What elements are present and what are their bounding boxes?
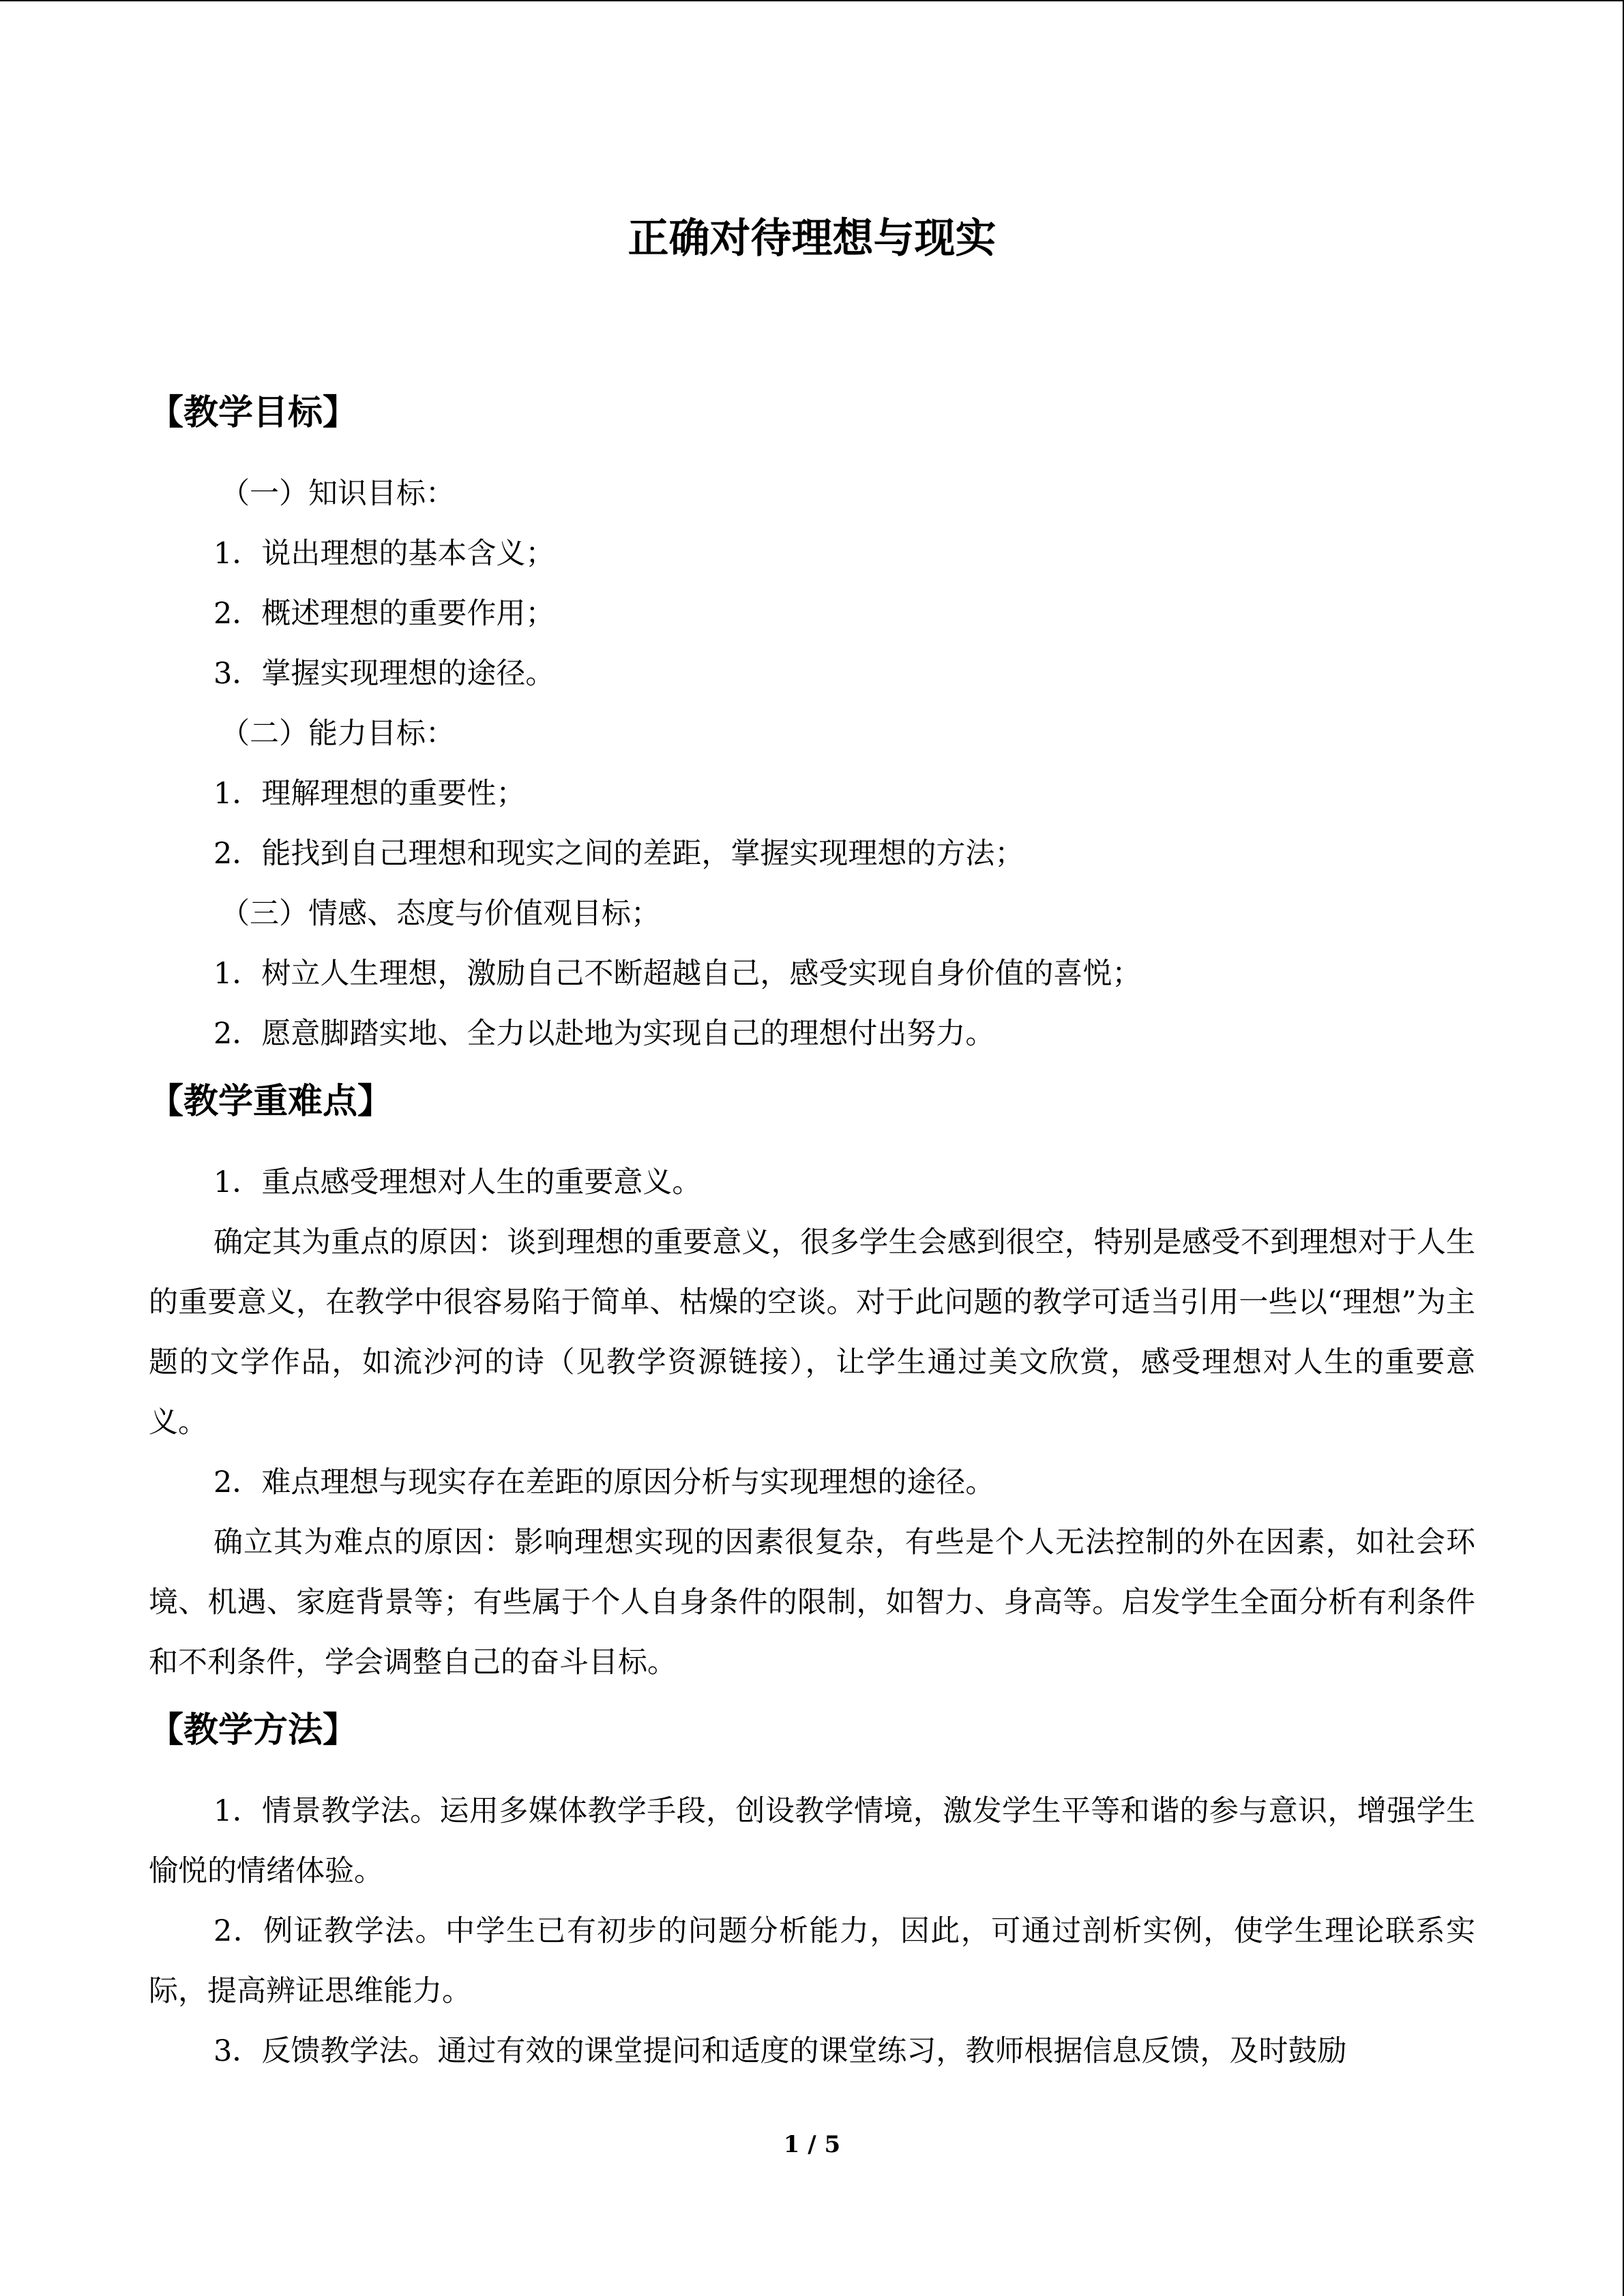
- key-point-paragraph: 1．重点感受理想对人生的重要意义。: [213, 1165, 702, 1199]
- page-border-top: [0, 0, 1624, 1]
- method-paragraph: 1．情景教学法。运用多媒体教学手段，创设教学情境，激发学生平等和谐的参与意识，增强学生愉悦的情绪体验。: [149, 1794, 1475, 1888]
- list-item: 2．概述理想的重要作用；: [213, 597, 555, 631]
- key-point-paragraph: 确立其为难点的原因：影响理想实现的因素很复杂，有些是个人无法控制的外在因素，如社会环境、机遇、家庭背景等；有些属于个人自身条件的限制，如智力、身高等。启发学生全面分析有利条件和不利条件，学会调整自己的奋斗目标。: [149, 1525, 1475, 1680]
- method-paragraph: 2．例证教学法。中学生已有初步的问题分析能力，因此，可通过剖析实例，使学生理论联系实际，提高辨证思维能力。: [149, 1914, 1475, 2008]
- page-number: 1 / 5: [783, 2131, 841, 2158]
- list-item: 3．掌握实现理想的途径。: [213, 657, 555, 691]
- method-paragraph: 3．反馈教学法。通过有效的课堂提问和适度的课堂练习，教师根据信息反馈，及时鼓励: [213, 2034, 1347, 2068]
- document-body: [149, 375, 1475, 2081]
- list-item: 1．说出理想的基本含义；: [213, 537, 555, 571]
- methods-heading: 【教学方法】: [149, 1710, 358, 1750]
- list-item: 1．理解理想的重要性；: [213, 777, 526, 811]
- key-point-paragraph: 2．难点理想与现实存在差距的原因分析与实现理想的途径。: [213, 1465, 995, 1500]
- page-title: 正确对待理想与现实: [628, 215, 996, 263]
- list-item: 2．能找到自己理想和现实之间的差距，掌握实现理想的方法；: [213, 837, 1024, 871]
- list-item: 1．树立人生理想，激励自己不断超越自己，感受实现自身价值的喜悦；: [213, 957, 1142, 991]
- knowledge-objectives-label: （一）知识目标：: [220, 477, 455, 511]
- list-item: 2．愿意脚踏实地、全力以赴地为实现自己的理想付出努力。: [213, 1017, 995, 1051]
- emotion-objectives-label: （三）情感、态度与价值观目标；: [220, 897, 660, 931]
- ability-objectives-label: （二）能力目标：: [220, 717, 455, 751]
- objectives-heading: 【教学目标】: [149, 392, 358, 433]
- key-points-heading: 【教学重难点】: [149, 1081, 393, 1122]
- key-point-paragraph: 确定其为重点的原因：谈到理想的重要意义，很多学生会感到很空，特别是感受不到理想对于人生的重要意义，在教学中很容易陷于简单、枯燥的空谈。对于此问题的教学可适当引用一些以“理想”为主题的文学作品，如流沙河的诗（见教学资源链接），让学生通过美文欣赏，感受理想对人生的重要意义。: [149, 1225, 1475, 1440]
